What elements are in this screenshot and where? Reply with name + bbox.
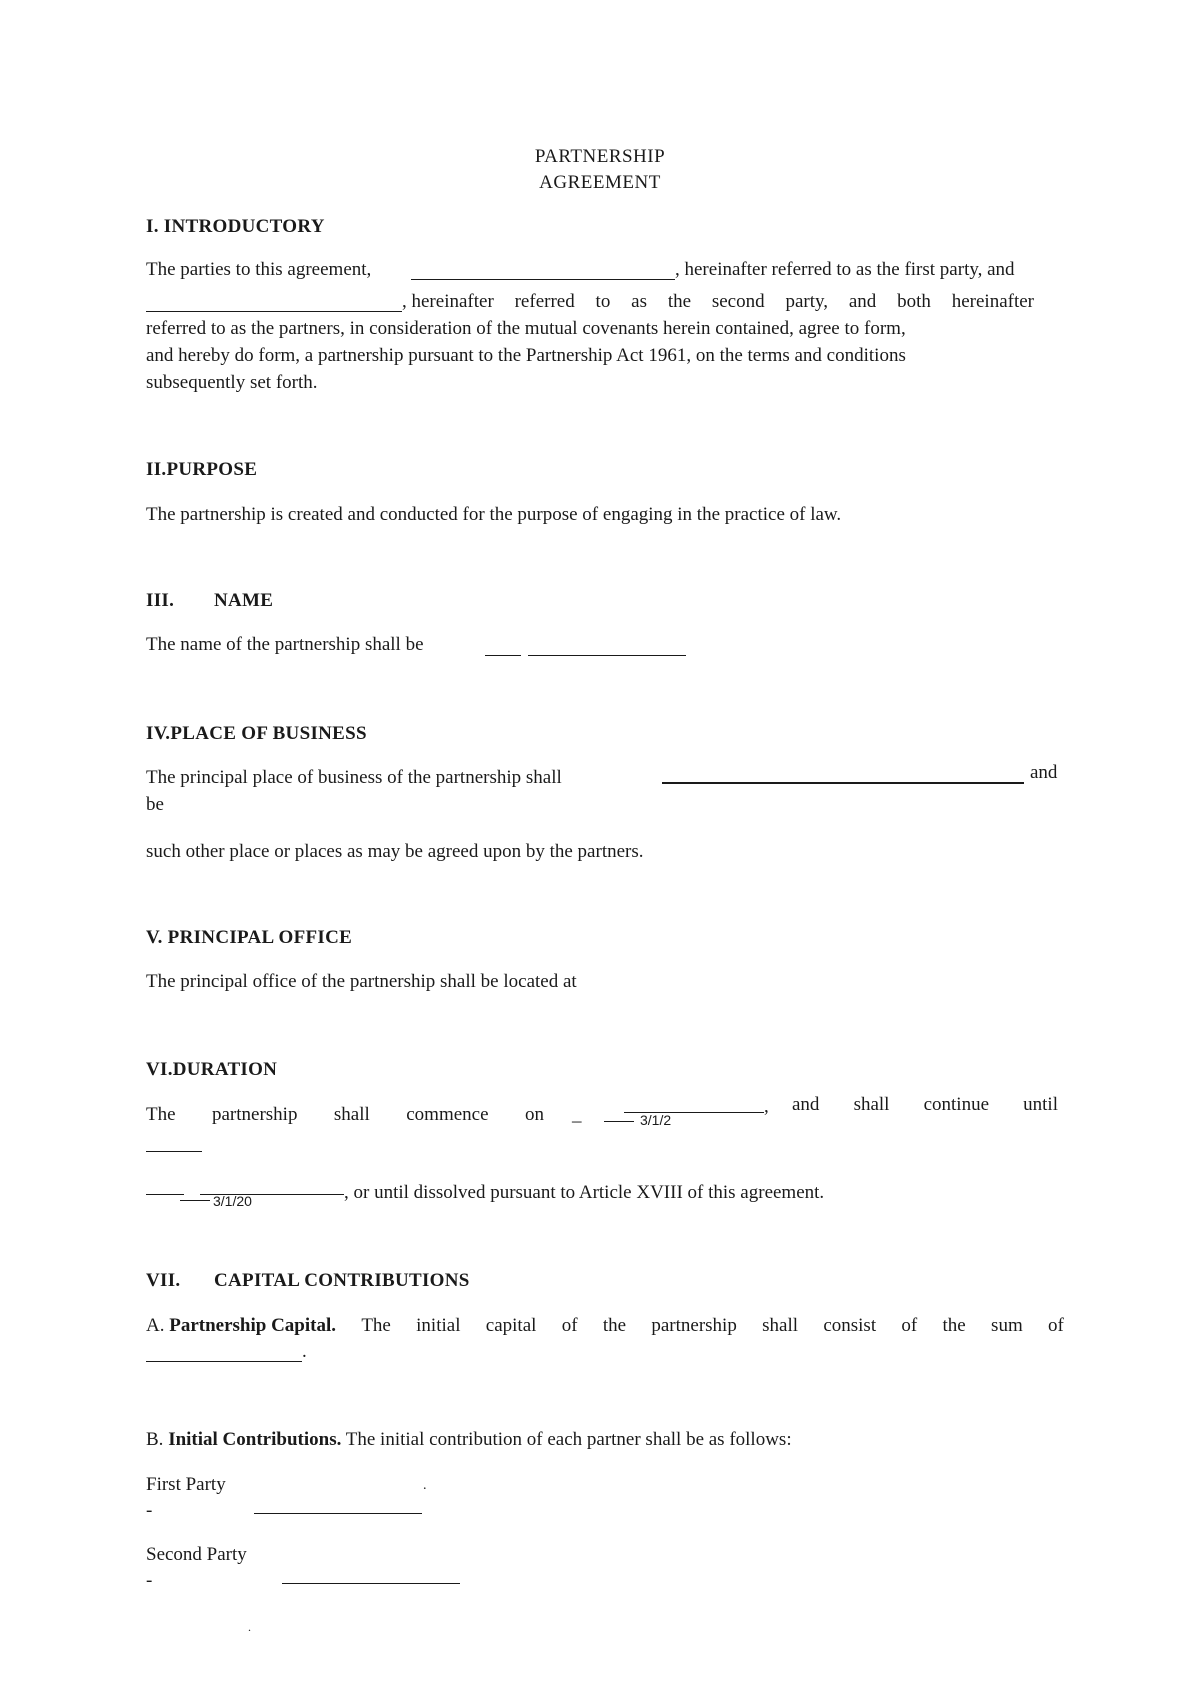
purpose-text: The partnership is created and conducted for the purpose of engaging in the practice of law.	[146, 504, 842, 525]
first-party-label: First Party	[146, 1474, 226, 1495]
title-line-2: AGREEMENT	[539, 172, 661, 193]
section-2-heading: II.PURPOSE	[146, 459, 258, 480]
capital-end-period: .	[302, 1341, 307, 1362]
place-text-be: be	[146, 794, 164, 815]
name-text: The name of the partnership shall be	[146, 634, 424, 655]
second-party-label: Second Party	[146, 1544, 247, 1565]
title-line-1: PARTNERSHIP	[534, 146, 666, 167]
intro-line-2: , hereinafter referred to as the second party, and both hereinafter	[402, 291, 1034, 312]
section-7-title: CAPITAL CONTRIBUTIONS	[214, 1270, 470, 1291]
section-7-number: VII.	[146, 1270, 181, 1291]
start-date-value: 3/1/2	[640, 1112, 672, 1128]
end-date-value: 3/1/20	[213, 1193, 252, 1209]
second-party-contribution-blank	[282, 1583, 460, 1584]
intro-line-5: subsequently set forth.	[146, 372, 318, 393]
name-blank-short	[485, 655, 521, 656]
first-party-dash: -	[146, 1500, 153, 1521]
section-3-number: III.	[146, 590, 175, 611]
duration-line-2: , or until dissolved pursuant to Article XVIII of this agreement.	[344, 1182, 825, 1203]
first-party-name-blank	[411, 279, 675, 280]
initial-contributions-line: B. Initial Contributions. The initial contribution of each partner shall be as follows:	[146, 1429, 792, 1450]
duration-line-1-tail: and shall continue until	[792, 1094, 1058, 1115]
intro-line-3: referred to as the partners, in consideration of the mutual covenants herein contained, agree to form,	[146, 318, 906, 339]
place-text-line-1: The principal place of business of the partnership shall	[146, 767, 562, 788]
start-date-blank-prefix	[604, 1121, 634, 1122]
intro-text-start: The parties to this agreement,	[146, 259, 372, 280]
duration-comma: ,	[764, 1096, 769, 1117]
capital-sum-blank	[146, 1361, 302, 1362]
section-5-heading: V. PRINCIPAL OFFICE	[146, 927, 353, 948]
first-party-dot: .	[423, 1478, 427, 1493]
place-of-business-blank	[662, 782, 1024, 784]
section-1-heading: I. INTRODUCTORY	[146, 216, 325, 237]
duration-line-1-words: The partnership shall commence on	[146, 1104, 544, 1125]
place-text-and: and	[1030, 762, 1058, 783]
name-blank-long	[528, 655, 686, 656]
intro-line-4: and hereby do form, a partnership pursuant to the Partnership Act 1961, on the terms and conditions	[146, 345, 906, 366]
section-6-heading: VI.DURATION	[146, 1059, 278, 1080]
end-date-blank-prefix	[146, 1194, 184, 1195]
duration-blank-continuation	[146, 1151, 202, 1152]
section-4-heading: IV.PLACE OF BUSINESS	[146, 723, 367, 744]
stray-dot: .	[248, 1620, 251, 1634]
principal-office-text: The principal office of the partnership shall be located at	[146, 971, 577, 992]
section-3-title: NAME	[214, 590, 274, 611]
intro-text-end: , hereinafter referred to as the first party, and	[675, 259, 1015, 280]
second-party-name-blank	[146, 311, 402, 312]
capital-line-1: A. Partnership Capital. The initial capital of the partnership shall consist of the sum of	[146, 1315, 1064, 1336]
second-party-dash: -	[146, 1570, 153, 1591]
place-text-line-2: such other place or places as may be agreed upon by the partners.	[146, 841, 644, 862]
end-date-blank-mid	[180, 1200, 210, 1201]
duration-dash: _	[572, 1104, 582, 1125]
first-party-contribution-blank	[254, 1513, 422, 1514]
